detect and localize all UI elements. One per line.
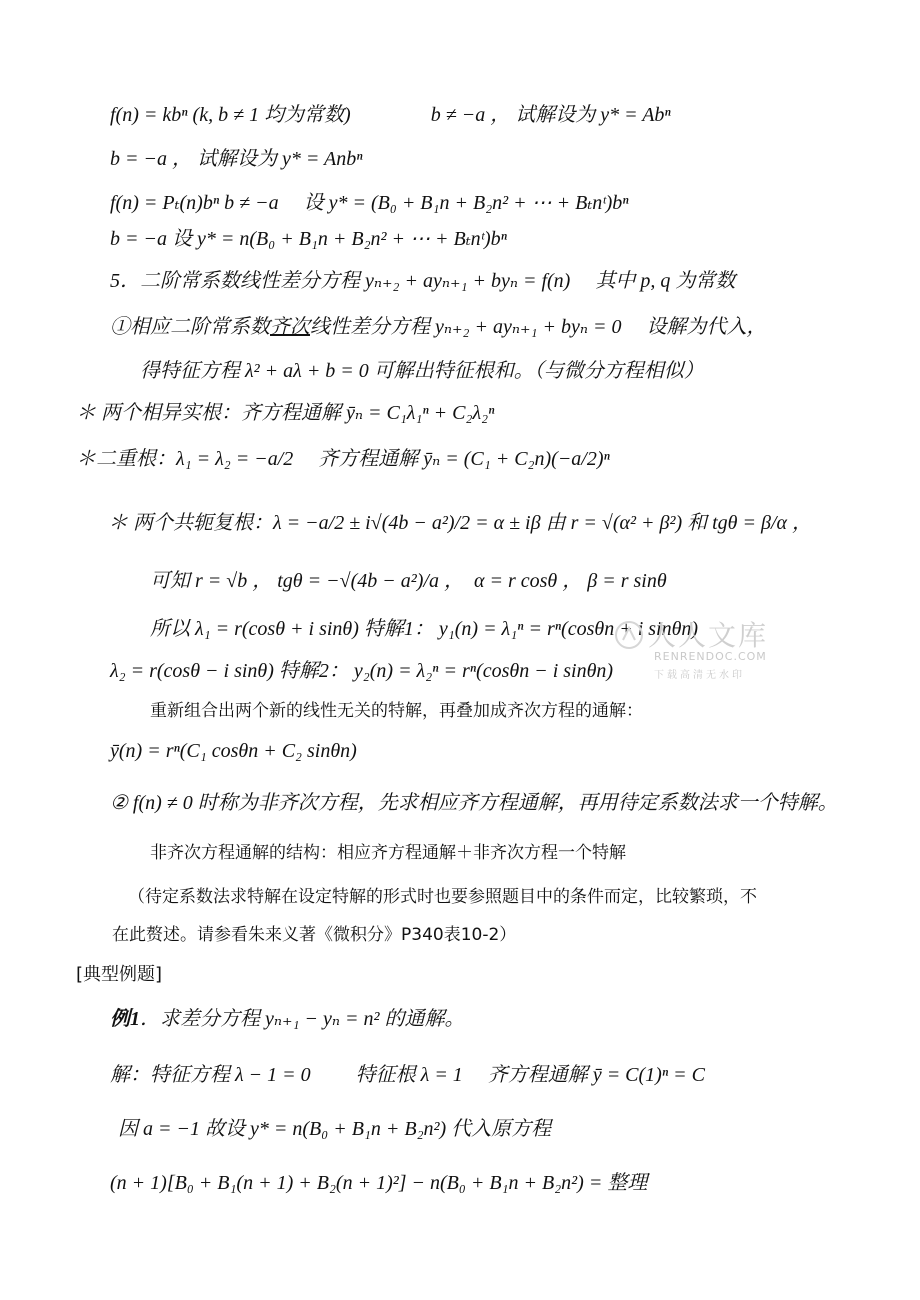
line-4: b = −a 设 y* = n(B₀ + B₁n + B₂n² + ⋯ + Bₜnᵗ)bⁿ (110, 228, 507, 250)
line-2: b = −a ， 试解设为 y* = Anbⁿ (110, 148, 363, 170)
line-13: λ₂ = r(cosθ − i sinθ) 特解2： y₂(n) = λ₂ⁿ = rⁿ(cosθn − i sinθn) (110, 660, 614, 682)
section-5-heading: 5．二阶常系数线性差分方程 yₙ₊₂ + ayₙ₊₁ + byₙ = f(n) 其中 p, q 为常数 (110, 270, 736, 292)
line-6 (110, 314, 766, 340)
example-1-label: 例1 (110, 1008, 140, 1030)
line-7: 得特征方程 λ² + aλ + b = 0 可解出特征根和。（与微分方程相似） (140, 360, 704, 382)
line-15: ȳ(n) = rⁿ(C₁ cosθn + C₂ sinθn) (110, 740, 357, 762)
line-16: ② f(n) ≠ 0 时称为非齐次方程，先求相应齐方程通解，再用待定系数法求一个特解。 (110, 792, 838, 814)
line-6-underlined: 齐次 (270, 316, 310, 338)
line-6-prefix: ①相应二阶常系数 (110, 316, 270, 338)
watermark-title: 人人文库 (648, 619, 769, 652)
line-10: ＊ 两个共轭复根：λ = −a/2 ± i√(4b − a²)/2 = α ± iβ 由 r = √(α² + β²) 和 tgθ = β/α ， (108, 512, 812, 534)
line-14: 重新组合出两个新的线性无关的特解，再叠加成齐次方程的通解： (150, 701, 643, 721)
line-23: 因 a = −1 故设 y* = n(B₀ + B₁n + B₂n²) 代入原方程 (118, 1118, 552, 1140)
watermark-url: RENRENDOC.COM (654, 650, 767, 663)
line-9: ＊二重根：λ₁ = λ₂ = −a/2 齐方程通解 ȳₙ = (C₁ + C₂n)(−a/2)ⁿ (76, 448, 610, 470)
line-1: f(n) = kbⁿ (k, b ≠ 1 均为常数) b ≠ −a ， 试解设为 y* = Abⁿ (110, 104, 671, 126)
line-19: 在此赘述。请参看朱来义著《微积分》P340表10-2） (112, 925, 517, 945)
line-22: 解：特征方程 λ − 1 = 0 特征根 λ = 1 齐方程通解 ȳ = C(1)ⁿ = C (110, 1064, 705, 1086)
line-6-suffix: 线性差分方程 yₙ₊₂ + ayₙ₊₁ + byₙ = 0 设解为代入， (310, 316, 767, 338)
line-24: (n + 1)[B₀ + B₁(n + 1) + B₂(n + 1)²] − n(B₀ + B₁n + B₂n²) = 整理 (110, 1172, 648, 1194)
line-17: 非齐次方程通解的结构：相应齐方程通解＋非齐次方程一个特解 (150, 843, 626, 863)
line-3: f(n) = Pₜ(n)bⁿ b ≠ −a 设 y* = (B₀ + B₁n + B₂n² + ⋯ + Bₜnᵗ)bⁿ (110, 192, 629, 214)
example-1-text: ．求差分方程 yₙ₊₁ − yₙ = n² 的通解。 (140, 1008, 465, 1030)
line-18: （待定系数法求特解在设定特解的形式时也要参照题目中的条件而定，比较繁琐，不 (128, 887, 757, 907)
line-12: 所以 λ₁ = r(cosθ + i sinθ) 特解1： y₁(n) = λ₁ⁿ = rⁿ(cosθn + i sinθn) (150, 618, 699, 640)
watermark-subtitle: 下载高清无水印 (654, 670, 745, 681)
watermark (614, 614, 784, 684)
line-8: ＊ 两个相异实根：齐方程通解 ȳₙ = C₁λ₁ⁿ + C₂λ₂ⁿ (76, 402, 495, 424)
watermark-logo-icon (614, 620, 644, 650)
example-1 (110, 1006, 464, 1032)
section-examples-heading: [典型例题] (76, 964, 163, 985)
line-11: 可知 r = √b ， tgθ = −√(4b − a²)/a ， α = r cosθ ， β = r sinθ (150, 570, 667, 592)
